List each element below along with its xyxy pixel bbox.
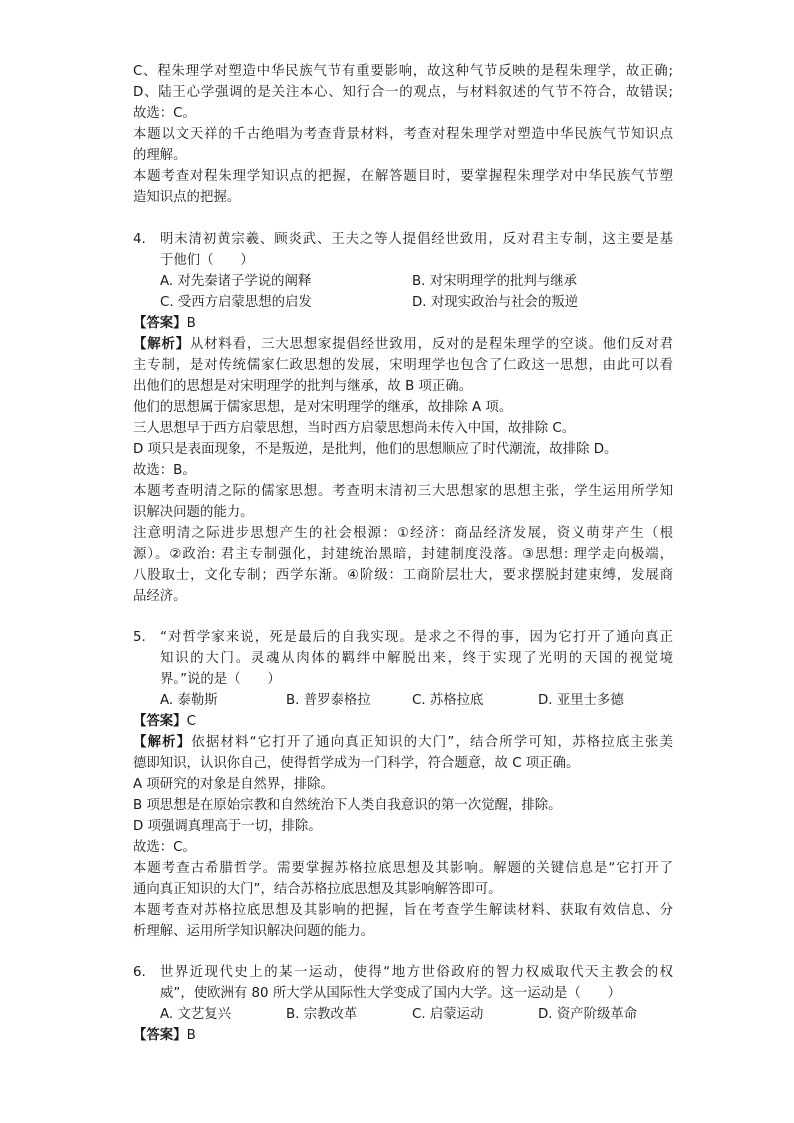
analysis-line: 源）。②政治: 君主专制强化，封建统治黑暗，封建制度没落。③思想: 理学走向极端，: [133, 547, 673, 562]
answer-line: [133, 1025, 673, 1046]
prev-analysis-line: 本题考查对程朱理学知识点的把握，在解答题目时，要掌握程朱理学对中华民族气节塑: [133, 169, 673, 184]
option-b: B. 对宋明理学的批判与继承: [412, 274, 577, 289]
analysis-line: [133, 732, 673, 753]
option-d: D. 对现实政治与社会的叛逆: [412, 295, 579, 310]
option-a: A. 对先秦诸子学说的阐释: [160, 274, 312, 289]
question-stem-line: 世界近现代史上的某一运动，使得“地方世俗政府的智力权威取代天主教会的权: [160, 965, 673, 980]
analysis-line: 本题考查古希腊哲学。需要掌握苏格拉底思想及其影响。解题的关键信息是“它打开了: [133, 861, 673, 876]
analysis-line: 德即知识，认识你自己，使得哲学成为一门科学，符合题意，故 C 项正确。: [133, 756, 580, 771]
question-number: 4.: [133, 232, 146, 247]
option-d: D. 资产阶级革命: [538, 1007, 638, 1022]
analysis-text: 依据材料“它打开了通向真正知识的大门”，结合所学可知，苏格拉底主张美: [191, 735, 673, 750]
question-stem-line: “对哲学家来说，死是最后的自我实现。是求之不得的事，因为它打开了通向真正: [160, 630, 673, 645]
answer-tag: 【答案】: [133, 316, 187, 331]
analysis-tag: 【解析】: [133, 735, 192, 750]
prev-analysis-line: 本题以文天祥的千古绝唱为考查背景材料，考查对程朱理学对塑造中华民族气节知识点: [133, 127, 673, 142]
question-stem-line: 于他们（ ）: [160, 253, 254, 268]
answer-value: B: [186, 316, 196, 331]
analysis-line: [133, 334, 673, 355]
question-number: 5.: [133, 630, 146, 645]
analysis-line: D 项只是表面现象，不是叛逆，是批判，他们的思想顺应了时代潮流，故排除 D。: [133, 442, 618, 457]
analysis-line: 他们的思想属于儒家思想，是对宋明理学的继承，故排除 A 项。: [133, 400, 513, 415]
analysis-line: 品经济。: [133, 589, 187, 604]
analysis-line: 故选：C。: [133, 840, 196, 855]
analysis-line: 识解决问题的能力。: [133, 505, 254, 520]
prev-analysis-line: C、程朱理学对塑造中华民族气节有重要影响，故这种气节反映的是程朱理学，故正确;: [133, 64, 673, 79]
analysis-line: 出他们的思想是对宋明理学的批判与继承，故 B 项正确。: [133, 379, 473, 394]
analysis-line: B 项思想是在原始宗教和自然统治下人类自我意识的第一次觉醒，排除。: [133, 798, 562, 813]
prev-analysis-line: 造知识点的把握。: [133, 190, 241, 205]
prev-analysis-line: 故选：C。: [133, 106, 196, 121]
answer-line: [133, 313, 673, 334]
analysis-text: 从材料看，三大思想家提倡经世致用，反对的是程朱理学的空谈。他们反对君: [189, 337, 673, 352]
prev-analysis-line: 的理解。: [133, 148, 187, 163]
option-c: C. 苏格拉底: [412, 693, 484, 708]
answer-value: C: [186, 714, 196, 729]
answer-tag: 【答案】: [133, 714, 187, 729]
analysis-line: 本题考查对苏格拉底思想及其影响的把握，旨在考查学生解读材料、获取有效信息、分: [133, 903, 673, 918]
question-stem-line: 知识的大门。灵魂从肉体的羁绊中解脱出来，终于实现了光明的天国的视觉境: [160, 651, 673, 666]
analysis-line: 析理解、运用所学知识解决问题的能力。: [133, 924, 375, 939]
answer-value: B: [186, 1028, 196, 1043]
analysis-line: 三人思想早于西方启蒙思想，当时西方启蒙思想尚未传入中国，故排除 C。: [133, 421, 576, 436]
analysis-line: 八股取士，文化专制；西学东渐。④阶级：工商阶层壮大，要求摆脱封建束缚，发展商: [133, 568, 673, 583]
analysis-line: D 项强调真理高于一切，排除。: [133, 819, 322, 834]
question-number: 6.: [133, 965, 146, 980]
analysis-line: 通向真正知识的大门”，结合苏格拉底思想及其影响解答即可。: [133, 882, 502, 897]
option-d: D. 亚里士多德: [538, 693, 624, 708]
question-stem-line: 界。”说的是（ ）: [160, 672, 281, 687]
option-c: C. 启蒙运动: [412, 1007, 484, 1022]
question-stem-line: 明末清初黄宗羲、顾炎武、王夫之等人提倡经世致用，反对君主专制，这主要是基: [160, 232, 673, 247]
analysis-tag: 【解析】: [133, 337, 190, 352]
answer-line: [133, 711, 673, 732]
option-a: A. 文艺复兴: [160, 1007, 231, 1022]
answer-tag: 【答案】: [133, 1028, 187, 1043]
option-a: A. 泰勒斯: [160, 693, 218, 708]
analysis-line: 本题考查明清之际的儒家思想。考查明末清初三大思想家的思想主张，学生运用所学知: [133, 484, 673, 499]
analysis-line: 故选：B。: [133, 463, 196, 478]
option-b: B. 普罗泰格拉: [286, 693, 371, 708]
option-b: B. 宗教改革: [286, 1007, 358, 1022]
analysis-line: 注意明清之际进步思想产生的社会根源：①经济：商品经济发展，资义萌芽产生（根: [133, 526, 673, 541]
question-stem-line: 威”，使欧洲有 80 所大学从国际性大学变成了国内大学。这一运动是（ ）: [160, 986, 621, 1001]
option-c: C. 受西方启蒙思想的启发: [160, 295, 312, 310]
analysis-line: 主专制，是对传统儒家仁政思想的发展，宋明理学也包含了仁政这一思想，由此可以看: [133, 358, 673, 373]
prev-analysis-line: D、陆王心学强调的是关注本心、知行合一的观点，与材料叙述的气节不符合，故错误;: [133, 85, 673, 100]
analysis-line: A 项研究的对象是自然界，排除。: [133, 777, 334, 792]
